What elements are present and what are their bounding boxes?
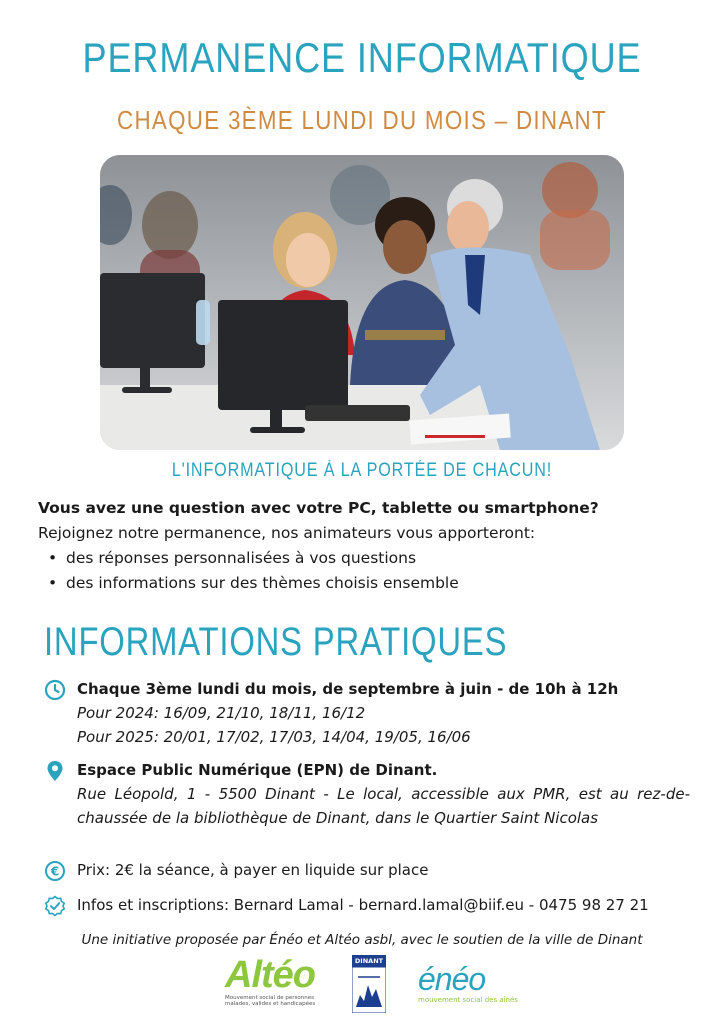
contact-text: Infos et inscriptions: Bernard Lamal - bernard.lamal@biif.eu - 0475 98 27 21 — [77, 896, 649, 914]
list-item: • des réponses personnalisées à vos questions — [66, 546, 698, 571]
map-pin-icon — [44, 760, 66, 782]
schedule-block — [40, 677, 690, 749]
price-block — [40, 858, 690, 882]
intro-question: Vous avez une question avec votre PC, tablette ou smartphone? — [38, 499, 599, 517]
schedule-dates-2025: Pour 2025: 20/01, 17/02, 17/03, 14/04, 19/05, 16/06 — [77, 728, 471, 746]
alteo-logo — [225, 955, 335, 1007]
alteo-logo-tagline: Mouvement social de personnes malades, valides et handicapées — [225, 995, 316, 1007]
svg-text:€: € — [50, 864, 60, 879]
clock-icon — [44, 679, 66, 701]
location-name: Espace Public Numérique (EPN) de Dinant. — [77, 761, 438, 779]
dinant-logo — [352, 955, 386, 1017]
dinant-emblem-icon — [352, 967, 386, 1013]
location-block — [40, 758, 690, 830]
list-item: • des informations sur des thèmes choisis ensemble — [66, 571, 698, 596]
page-subtitle: CHAQUE 3ÈME LUNDI DU MOIS – DINANT — [117, 105, 607, 135]
page-title: PERMANENCE INFORMATIQUE — [82, 34, 642, 81]
eneo-logo — [418, 962, 528, 1004]
euro-icon — [44, 860, 66, 882]
hero-photo — [100, 155, 624, 450]
price-text: Prix: 2€ la séance, à payer en liquide sur place — [77, 861, 429, 879]
section-title: INFORMATIONS PRATIQUES — [44, 620, 508, 664]
check-badge-icon — [44, 895, 66, 917]
benefits-list — [38, 546, 698, 596]
tagline: L'INFORMATIQUE À LA PORTÉE DE CHACUN! — [171, 460, 553, 481]
intro-block — [38, 496, 698, 596]
dinant-logo-label: DINANT — [352, 955, 386, 967]
schedule-headline: Chaque 3ème lundi du mois, de septembre à juin - de 10h à 12h — [77, 680, 619, 698]
contact-block — [40, 893, 690, 917]
classroom-illustration — [100, 155, 624, 450]
location-address: Rue Léopold, 1 - 5500 Dinant - Le local, accessible aux PMR, est au rez-de-chaussée de la bibliothèque de Dinant, dans le Quartier Saint Nicolas — [77, 785, 690, 827]
eneo-logo-tagline: mouvement social des aînés — [418, 996, 518, 1004]
eneo-logo-wordmark: énéo — [418, 961, 486, 997]
alteo-logo-wordmark: Altéo — [225, 954, 315, 996]
intro-text: Rejoignez notre permanence, nos animateurs vous apporteront: — [38, 524, 536, 542]
schedule-dates-2024: Pour 2024: 16/09, 21/10, 18/11, 16/12 — [77, 704, 366, 722]
footer-note: Une initiative proposée par Énéo et Altéo asbl, avec le soutien de la ville de Dinant — [81, 932, 643, 948]
